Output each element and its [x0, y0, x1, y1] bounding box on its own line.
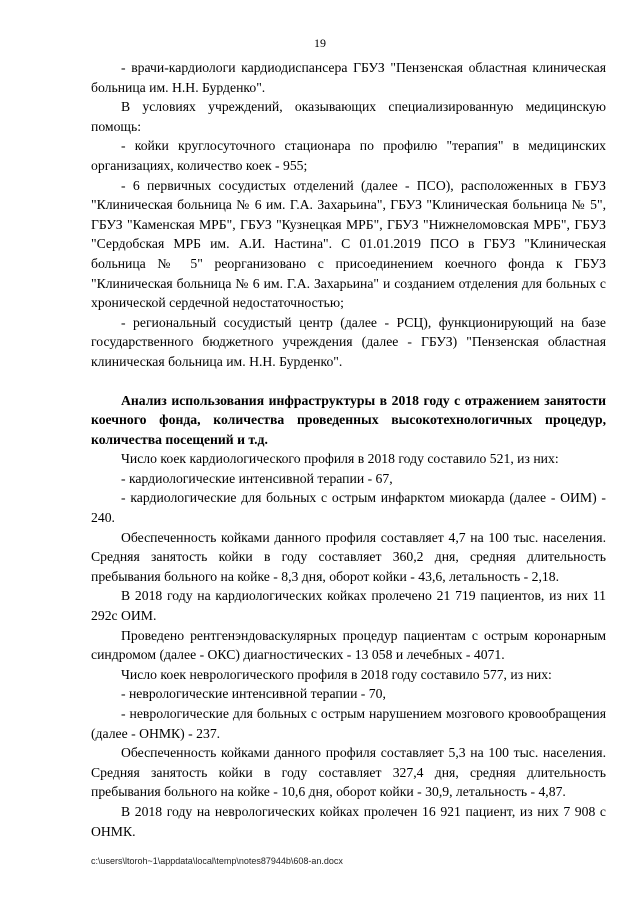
paragraph-conditions: В условиях учреждений, оказывающих специализированную медицинскую помощь:	[91, 99, 606, 134]
paragraph-cardio-treated: В 2018 году на кардиологических койках пролечено 21 719 пациентов, из них 11 292с ОИМ.	[91, 588, 606, 624]
paragraph-pso: - 6 первичных сосудистых отделений (далее - ПСО), расположенных в ГБУЗ "Клиническая больница № 6 им. Г.А. Захарьина", ГБУЗ "Клиническая больница № 5", ГБУЗ "Каменская МРБ", ГБУЗ "Кузнецкая МРБ", ГБУЗ "Нижнеломовская МРБ", ГБУЗ "Сердобская МРБ им. А.И. Настина". С 01.01.2019 ПСО в ГБУЗ "Клиническая больница № 5" реорганизовано с присоединением коечного фонда к ГБУЗ "Клиническая больница № 6 им. Г.А. Захарьина" и созданием отделения для больных с хронической сердечной недостаточностью;	[91, 177, 606, 311]
paragraph-therapy-beds: - койки круглосуточного стационара по профилю "терапия" в медицинских организациях, количество коек - 955;	[91, 138, 606, 173]
paragraph-endovascular: Проведено рентгенэндоваскулярных процедур пациентам с острым коронарным синдромом (далее - ОКС) диагностических - 13 058 и лечебных - 4071.	[91, 627, 606, 663]
paragraph-cardiologists: - врачи-кардиологи кардиодиспансера ГБУЗ "Пензенская областная клиническая больница им. Н.Н. Бурденко".	[91, 60, 606, 95]
page-number: 19	[314, 36, 326, 50]
section-heading: Анализ использования инфраструктуры в 2018 году с отражением занятости коечного фонда, количества проведенных высокотехнологичных процедур, количества посещений и т.д.	[91, 392, 606, 447]
paragraph-cardio-beds: Число коек кардиологического профиля в 2018 году составило 521, из них:	[121, 451, 559, 467]
list-item-cardio-icu: - кардиологические интенсивной терапии - 67,	[121, 470, 393, 486]
list-item-cardio-mi: - кардиологические для больных с острым инфарктом миокарда (далее - ОИМ) - 240.	[91, 490, 606, 526]
paragraph-rsc: - региональный сосудистый центр (далее - РСЦ), функционирующий на базе государственного бюджетного учреждения (далее - ГБУЗ) "Пензенская областная клиническая больница им. Н.Н. Бурденко".	[91, 314, 606, 369]
paragraph-neuro-supply: Обеспеченность койками данного профиля составляет 5,3 на 100 тыс. населения. Средняя занятость койки в году составляет 327,4 дня, средняя длительность пребывания больного на койке - 10,6 дня, оборот койки - 30,9, летальность - 4,87.	[91, 745, 606, 800]
paragraph-neuro-treated: В 2018 году на неврологических койках пролечен 16 921 пациент, из них 7 908 с ОНМК.	[91, 803, 606, 839]
footer-file-path: c:\users\ltoroh~1\appdata\local\temp\notes87944b\608-an.docx	[91, 856, 343, 866]
paragraph-neuro-beds: Число коек неврологического профиля в 2018 году составило 577, из них:	[121, 666, 552, 682]
document-body	[91, 58, 606, 841]
list-item-neuro-icu: - неврологические интенсивной терапии - 70,	[121, 686, 386, 702]
paragraph-cardio-supply: Обеспеченность койками данного профиля составляет 4,7 на 100 тыс. населения. Средняя занятость койки в году составляет 360,2 дня, средняя длительность пребывания больного на койке - 8,3 дня, оборот койки - 43,6, летальность - 2,18.	[91, 529, 606, 584]
list-item-neuro-stroke: - неврологические для больных с острым нарушением мозгового кровообращения (далее - ОНМК) - 237.	[91, 706, 606, 741]
